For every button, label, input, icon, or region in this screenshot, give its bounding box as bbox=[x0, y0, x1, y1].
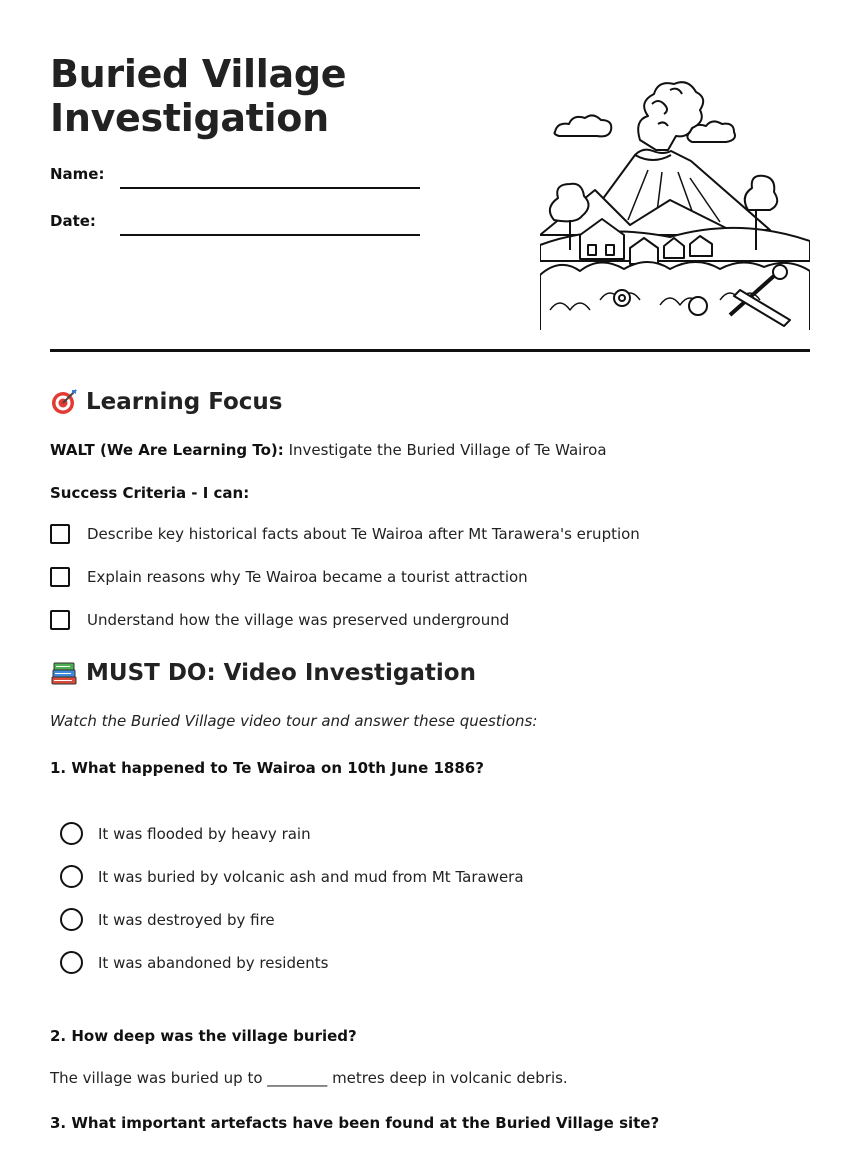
radio-button[interactable] bbox=[60, 822, 83, 845]
criteria-text: Understand how the village was preserved underground bbox=[87, 611, 510, 629]
criteria-text: Describe key historical facts about Te Wairoa after Mt Tarawera's eruption bbox=[87, 525, 640, 543]
books-emoji bbox=[50, 659, 78, 687]
page-title bbox=[50, 52, 490, 140]
criteria-checkbox[interactable] bbox=[50, 567, 70, 587]
must-do-heading bbox=[50, 659, 476, 687]
volcano-village-illustration bbox=[540, 60, 810, 330]
title-line-2: Investigation bbox=[50, 96, 329, 140]
option-label: It was destroyed by fire bbox=[98, 910, 275, 929]
q1-option[interactable] bbox=[60, 822, 311, 845]
walt-label: WALT (We Are Learning To): bbox=[50, 441, 284, 459]
criteria-checkbox[interactable] bbox=[50, 610, 70, 630]
learning-focus-heading bbox=[50, 388, 283, 416]
date-field[interactable] bbox=[120, 234, 420, 236]
option-label: It was flooded by heavy rain bbox=[98, 824, 311, 843]
success-criteria-label: Success Criteria - I can: bbox=[50, 484, 250, 502]
criteria-item bbox=[50, 524, 640, 544]
learning-focus-title: Learning Focus bbox=[86, 389, 283, 415]
name-field[interactable] bbox=[120, 187, 420, 189]
must-do-title: MUST DO: Video Investigation bbox=[86, 660, 476, 686]
name-label: Name: bbox=[50, 165, 105, 183]
q1-option[interactable] bbox=[60, 865, 524, 888]
question-3: 3. What important artefacts have been found at the Buried Village site? bbox=[50, 1114, 660, 1132]
criteria-item bbox=[50, 610, 509, 630]
instruction-text: Watch the Buried Village video tour and answer these questions: bbox=[50, 712, 538, 730]
worksheet-page bbox=[50, 0, 810, 1161]
q1-option[interactable] bbox=[60, 951, 328, 974]
date-label: Date: bbox=[50, 212, 96, 230]
criteria-checkbox[interactable] bbox=[50, 524, 70, 544]
option-label: It was buried by volcanic ash and mud from Mt Tarawera bbox=[98, 867, 524, 886]
header-divider bbox=[50, 349, 810, 352]
question-2: 2. How deep was the village buried? bbox=[50, 1027, 357, 1045]
radio-button[interactable] bbox=[60, 951, 83, 974]
radio-button[interactable] bbox=[60, 908, 83, 931]
option-label: It was abandoned by residents bbox=[98, 953, 329, 972]
walt-line bbox=[50, 441, 607, 459]
walt-text: Investigate the Buried Village of Te Wairoa bbox=[283, 441, 607, 459]
criteria-item bbox=[50, 567, 528, 587]
target-emoji bbox=[50, 388, 78, 416]
success-criteria-heading bbox=[50, 484, 249, 502]
q1-option[interactable] bbox=[60, 908, 275, 931]
title-line-1: Buried Village bbox=[50, 52, 347, 96]
criteria-text: Explain reasons why Te Wairoa became a tourist attraction bbox=[87, 568, 528, 586]
radio-button[interactable] bbox=[60, 865, 83, 888]
question-1: 1. What happened to Te Wairoa on 10th June 1886? bbox=[50, 759, 484, 777]
question-2-answer-sentence[interactable]: The village was buried up to ________ metres deep in volcanic debris. bbox=[50, 1069, 568, 1087]
